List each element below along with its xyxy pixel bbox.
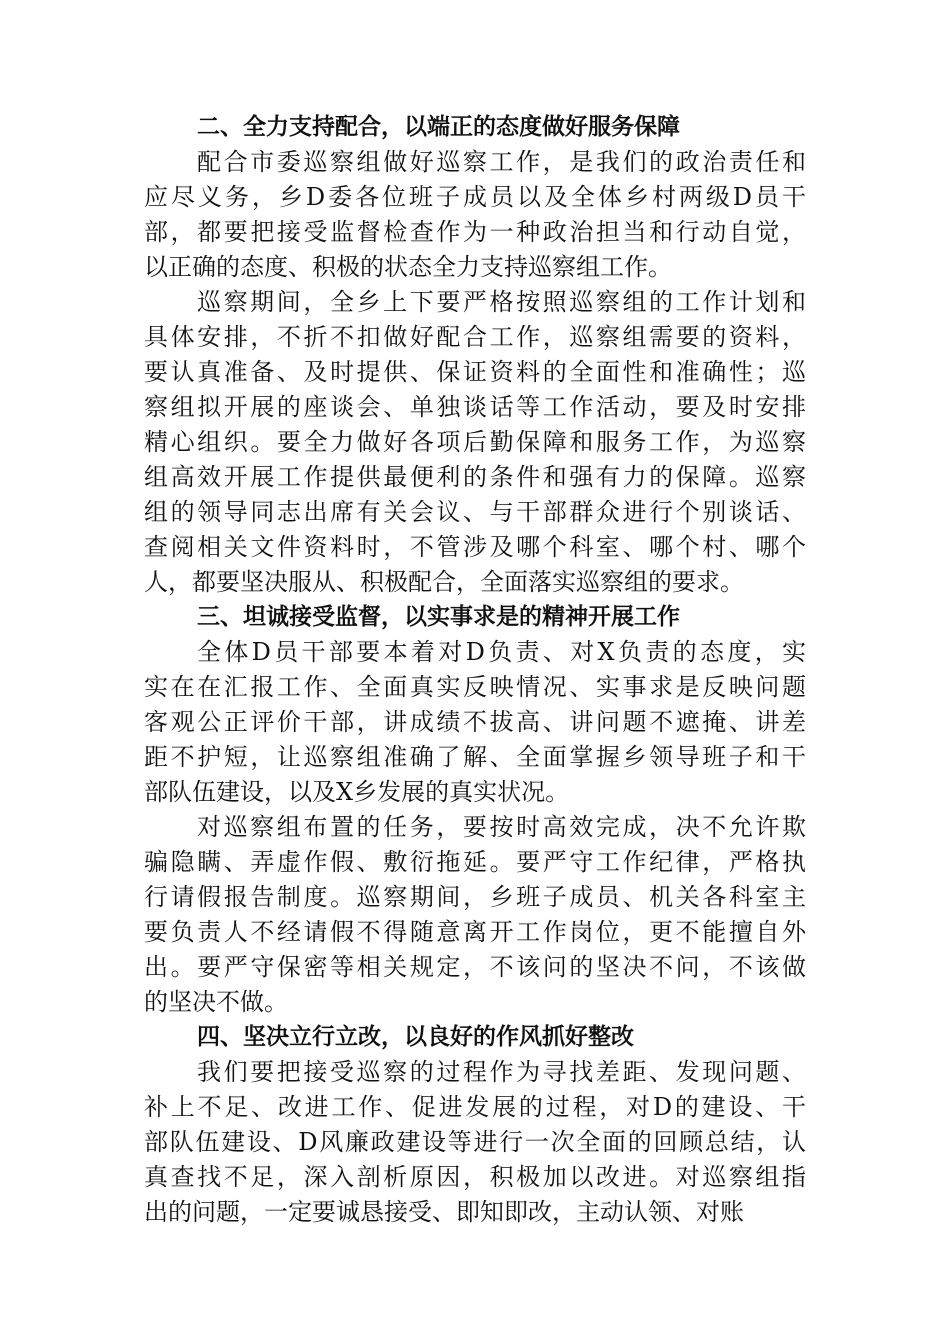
paragraph-line: 精心组织。要全力做好各项后勤保障和服务工作，为巡察 [144, 428, 806, 456]
paragraph-line: 应尽义务，乡D委各位班子成员以及全体乡村两级D员干 [144, 183, 806, 211]
paragraph-line: 巡察期间，全乡上下要严格按照巡察组的工作计划和 [197, 288, 806, 316]
paragraph [144, 1055, 806, 1230]
paragraph-line: 部队伍建设、D风廉政建设等进行一次全面的回顾总结，认 [144, 1128, 806, 1156]
paragraph-line: 出。要严守保密等相关规定，不该问的坚决不问，不该做 [144, 953, 806, 981]
paragraph-line: 客观公正评价干部，讲成绩不拔高、讲问题不遮掩、讲差 [144, 708, 806, 736]
paragraph-line: 行请假报告制度。巡察期间，乡班子成员、机关各科室主 [144, 883, 806, 911]
paragraph-line: 要负责人不经请假不得随意离开工作岗位，更不能擅自外 [144, 918, 806, 946]
paragraph-line: 具体安排，不折不扣做好配合工作，巡察组需要的资料， [144, 323, 806, 351]
paragraph-line: 距不护短，让巡察组准确了解、全面掌握乡领导班子和干 [144, 743, 806, 771]
section-heading [144, 600, 806, 635]
paragraph-line: 组高效开展工作提供最便利的条件和强有力的保障。巡察 [144, 463, 806, 491]
paragraph [144, 635, 806, 810]
document-page [144, 110, 806, 1230]
paragraph-line: 全体D员干部要本着对D负责、对X负责的态度，实 [197, 638, 806, 666]
paragraph [144, 810, 806, 1020]
paragraph [144, 285, 806, 600]
paragraph-line: 对巡察组布置的任务，要按时高效完成，决不允许欺 [197, 813, 806, 841]
paragraph-line: 骗隐瞒、弄虚作假、敷衍拖延。要严守工作纪律，严格执 [144, 848, 806, 876]
document-body [144, 110, 806, 1230]
paragraph-line: 的坚决不做。 [144, 988, 288, 1016]
paragraph-line: 出的问题，一定要诚恳接受、即知即改，主动认领、对账 [144, 1198, 744, 1226]
paragraph-line: 以正确的态度、积极的状态全力支持巡察组工作。 [144, 253, 672, 281]
paragraph-line: 要认真准备、及时提供、保证资料的全面性和准确性；巡 [144, 358, 806, 386]
heading-line: 三、坦诚接受监督，以实事求是的精神开展工作 [197, 604, 680, 630]
paragraph [144, 145, 806, 285]
paragraph-line: 人，都要坚决服从、积极配合，全面落实巡察组的要求。 [144, 568, 744, 596]
section-heading [144, 1020, 806, 1055]
paragraph-line: 部队伍建设，以及X乡发展的真实状况。 [144, 778, 570, 806]
paragraph-line: 部，都要把接受监督检查作为一种政治担当和行动自觉， [144, 218, 806, 246]
paragraph-line: 查阅相关文件资料时，不管涉及哪个科室、哪个村、哪个 [144, 533, 806, 561]
paragraph-line: 补上不足、改进工作、促进发展的过程，对D的建设、干 [144, 1093, 806, 1121]
paragraph-line: 组的领导同志出席有关会议、与干部群众进行个别谈话、 [144, 498, 806, 526]
paragraph-line: 配合市委巡察组做好巡察工作，是我们的政治责任和 [197, 148, 806, 176]
paragraph-line: 我们要把接受巡察的过程作为寻找差距、发现问题、 [197, 1058, 806, 1086]
heading-line: 二、全力支持配合，以端正的态度做好服务保障 [197, 114, 680, 140]
paragraph-line: 实在在汇报工作、全面真实反映情况、实事求是反映问题 [144, 673, 806, 701]
heading-line: 四、坚决立行立改，以良好的作风抓好整改 [197, 1024, 634, 1050]
section-heading [144, 110, 806, 145]
paragraph-line: 真查找不足，深入剖析原因，积极加以改进。对巡察组指 [144, 1163, 806, 1191]
paragraph-line: 察组拟开展的座谈会、单独谈话等工作活动，要及时安排 [144, 393, 806, 421]
